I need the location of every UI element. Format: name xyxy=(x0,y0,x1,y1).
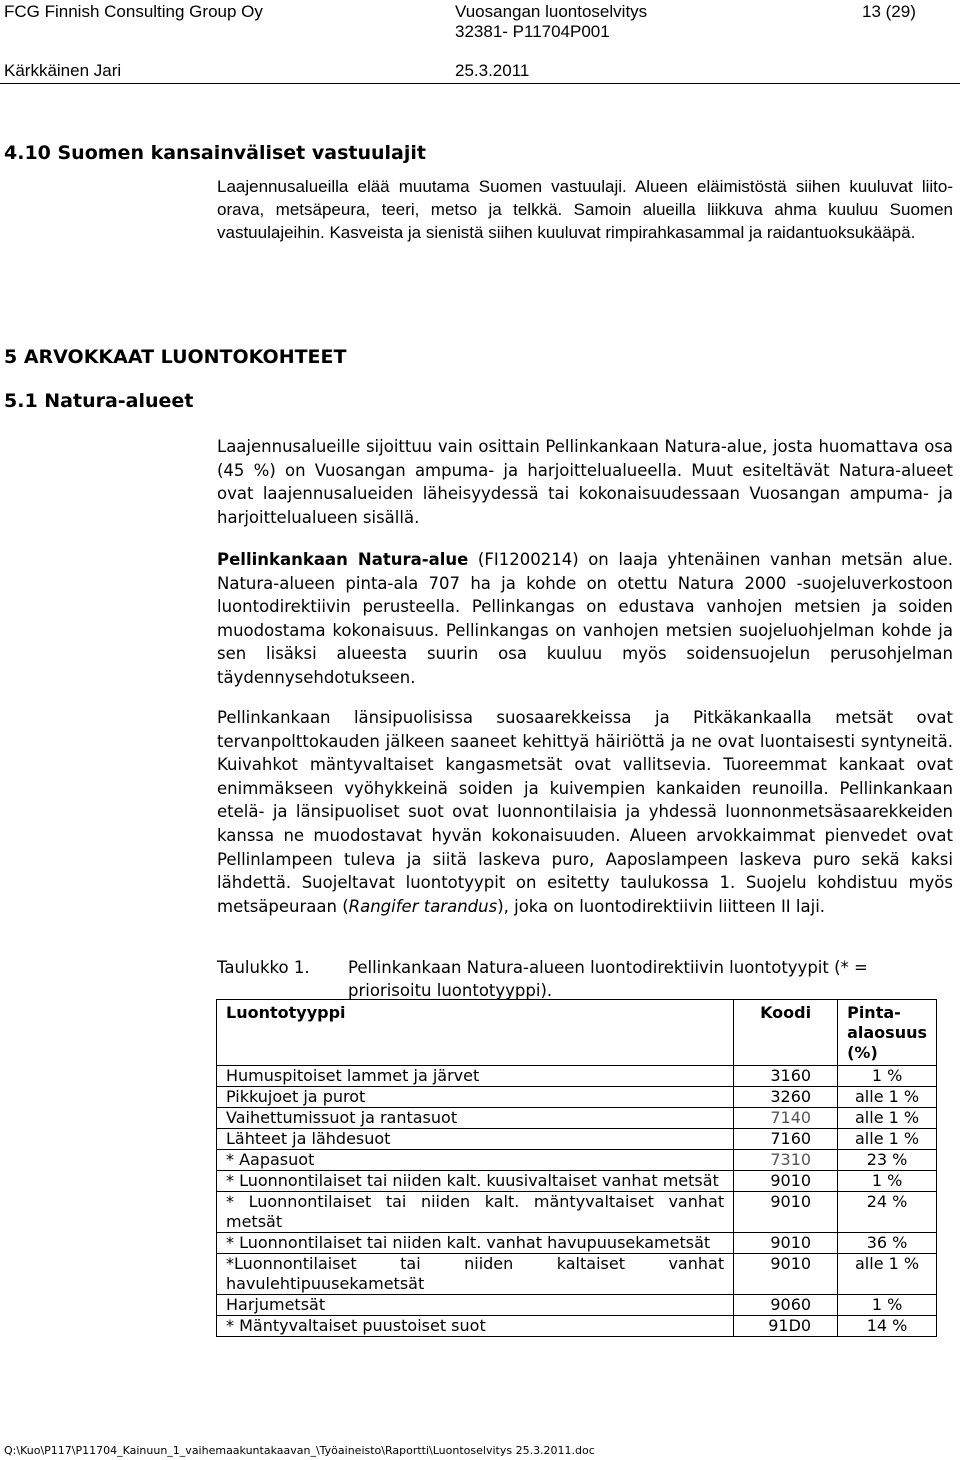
forest-text-a: Pellinkankaan länsipuolisissa suosaarekkeissa ja Pitkäkankaalla metsät ovat tervanpolttokauden jälkeen saaneet kehittyä häiriöttä ja ne ovat luontaisesti syntyneitä. Kuivahkot mäntyvaltaiset kangasmetsät ovat vallitsevia. Tuoreemmat kankaat ovat enimmäkseen vyöhykkeinä soiden ja kuivempien kankaiden reunoilla. Pellinkankaan etelä- ja länsipuoliset suot ovat luonnontilaisia ja yhdessä luonnonmetsäsaarekkeiden kanssa ne muodostavat hyvän kokonaisuuden. Alueen arvokkaimmat pienvedet ovat Pellinlampeen tuleva ja siitä laskeva puro, Aaposlampeen laskeva puro sekä kaksi lähdettä. Suojeltavat luontotyypit on esitetty taulukossa 1. Suojelu kohdistuu myös metsäpeuraan ( xyxy=(217,708,953,916)
table-row xyxy=(217,1295,937,1316)
table-row xyxy=(217,1233,937,1254)
cell-type: * Luonnontilaiset tai niiden kalt. mäntyvaltaiset vanhat metsät xyxy=(217,1192,734,1233)
cell-code: 9010 xyxy=(734,1171,838,1192)
forest-text-b: ), joka on luontodirektiivin liitteen II laji. xyxy=(497,896,826,916)
cell-type: Humuspitoiset lammet ja järvet xyxy=(217,1066,734,1087)
cell-code: 9010 xyxy=(734,1192,838,1233)
habitat-table xyxy=(216,999,937,1337)
cell-code: 3160 xyxy=(734,1066,838,1087)
header-pinta-ala: Pinta-alaosuus (%) xyxy=(838,1000,937,1066)
cell-share: 24 % xyxy=(838,1192,937,1233)
table-header-row xyxy=(217,1000,937,1066)
header-luontotyyppi: Luontotyyppi xyxy=(217,1000,734,1066)
cell-type: Harjumetsät xyxy=(217,1295,734,1316)
section-5-1-heading: 5.1 Natura-alueet xyxy=(4,390,194,412)
header-doc-title: Vuosangan luontoselvitys xyxy=(455,2,648,21)
pellinkangas-paragraph xyxy=(217,548,953,690)
cell-type: * Aapasuot xyxy=(217,1150,734,1171)
header-company: FCG Finnish Consulting Group Oy xyxy=(4,2,263,21)
table-row xyxy=(217,1316,937,1337)
cell-share: 1 % xyxy=(838,1066,937,1087)
section-5-heading: 5 ARVOKKAAT LUONTOKOHTEET xyxy=(4,346,347,368)
header-koodi: Koodi xyxy=(734,1000,838,1066)
cell-share: alle 1 % xyxy=(838,1129,937,1150)
table-row xyxy=(217,1087,937,1108)
cell-code: 9060 xyxy=(734,1295,838,1316)
cell-type: Vaihettumissuot ja rantasuot xyxy=(217,1108,734,1129)
pellinkangas-bold-term: Pellinkankaan Natura-alue xyxy=(217,550,469,569)
natura-intro-paragraph: Laajennusalueille sijoittuu vain osittain Pellinkankaan Natura-alue, josta huomattava osa (45 %) on Vuosangan ampuma- ja harjoittelualueella. Muut esiteltävät Natura-alueet ovat laajennusalueiden läheisyydessä tai kokonaisuudessaan Vuosangan ampuma- ja harjoittelualueen sisällä. xyxy=(217,437,953,527)
cell-code: 7310 xyxy=(734,1150,838,1171)
cell-code: 91D0 xyxy=(734,1316,838,1337)
header-author: Kärkkäinen Jari xyxy=(4,61,122,80)
table-row xyxy=(217,1108,937,1129)
cell-code: 9010 xyxy=(734,1254,838,1295)
cell-code: 9010 xyxy=(734,1233,838,1254)
table-row xyxy=(217,1150,937,1171)
header-doc-number: 32381- P11704P001 xyxy=(455,22,610,41)
cell-share: 1 % xyxy=(838,1295,937,1316)
section-4-10-text: Laajennusalueilla elää muutama Suomen vastuulaji. Alueen eläimistöstä siihen kuuluvat liito-orava, metsäpeura, teeri, metso ja telkkä. Samoin alueilla liikkuva ahma kuuluu Suomen vastuulajeihin. Kasveista ja sienistä siihen kuuluvat rimpirahkasammal ja raidantuoksukääpä. xyxy=(217,177,953,242)
cell-share: 23 % xyxy=(838,1150,937,1171)
cell-type: * Luonnontilaiset tai niiden kalt. kuusivaltaiset vanhat metsät xyxy=(217,1171,734,1192)
cell-type: * Mäntyvaltaiset puustoiset suot xyxy=(217,1316,734,1337)
table-row xyxy=(217,1066,937,1087)
cell-share: 36 % xyxy=(838,1233,937,1254)
species-latin-name: Rangifer tarandus xyxy=(348,896,498,916)
footer-file-path: Q:\Kuo\P117\P11704_Kainuun_1_vaihemaakuntakaavan_\Työaineisto\Raportti\Luontoselvitys 25.3.2011.doc xyxy=(4,1444,595,1457)
table-row xyxy=(217,1129,937,1150)
cell-share: 1 % xyxy=(838,1171,937,1192)
table-row xyxy=(217,1171,937,1192)
cell-type: Lähteet ja lähdesuot xyxy=(217,1129,734,1150)
table-caption-text: Pellinkankaan Natura-alueen luontodirektiivin luontotyypit (* = priorisoitu luontotyyppi). xyxy=(348,958,868,1000)
header-date: 25.3.2011 xyxy=(455,61,530,80)
cell-code: 7160 xyxy=(734,1129,838,1150)
cell-share: alle 1 % xyxy=(838,1087,937,1108)
table-caption-label: Taulukko 1. xyxy=(217,958,310,977)
cell-share: 14 % xyxy=(838,1316,937,1337)
forest-description-paragraph xyxy=(217,706,953,918)
cell-code: 7140 xyxy=(734,1108,838,1129)
header-divider xyxy=(0,83,960,84)
header-page-number: 13 (29) xyxy=(862,2,916,21)
cell-type: Pikkujoet ja purot xyxy=(217,1087,734,1108)
cell-type: *Luonnontilaiset tai niiden kaltaiset vanhat havulehtipuusekametsät xyxy=(217,1254,734,1295)
cell-code: 3260 xyxy=(734,1087,838,1108)
section-4-10-heading: 4.10 Suomen kansainväliset vastuulajit xyxy=(4,142,426,164)
cell-type: * Luonnontilaiset tai niiden kalt. vanhat havupuusekametsät xyxy=(217,1233,734,1254)
cell-share: alle 1 % xyxy=(838,1254,937,1295)
pellinkangas-text: (FI1200214) on laaja yhtenäinen vanhan metsän alue. Natura-alueen pinta-ala 707 ha ja kohde on otettu Natura 2000 -suojeluverkostoon luontodirektiivin perusteella. Pellinkangas on edustava vanhojen metsien ja soiden muodostama kokonaisuus. Pellinkangas on vanhojen metsien suojeluohjelman kohde ja sen lisäksi alueesta suurin osa kuuluu myös soidensuojelun perusohjelman täydennysehdotukseen. xyxy=(217,550,953,687)
table-row xyxy=(217,1254,937,1295)
cell-share: alle 1 % xyxy=(838,1108,937,1129)
table-row xyxy=(217,1192,937,1233)
